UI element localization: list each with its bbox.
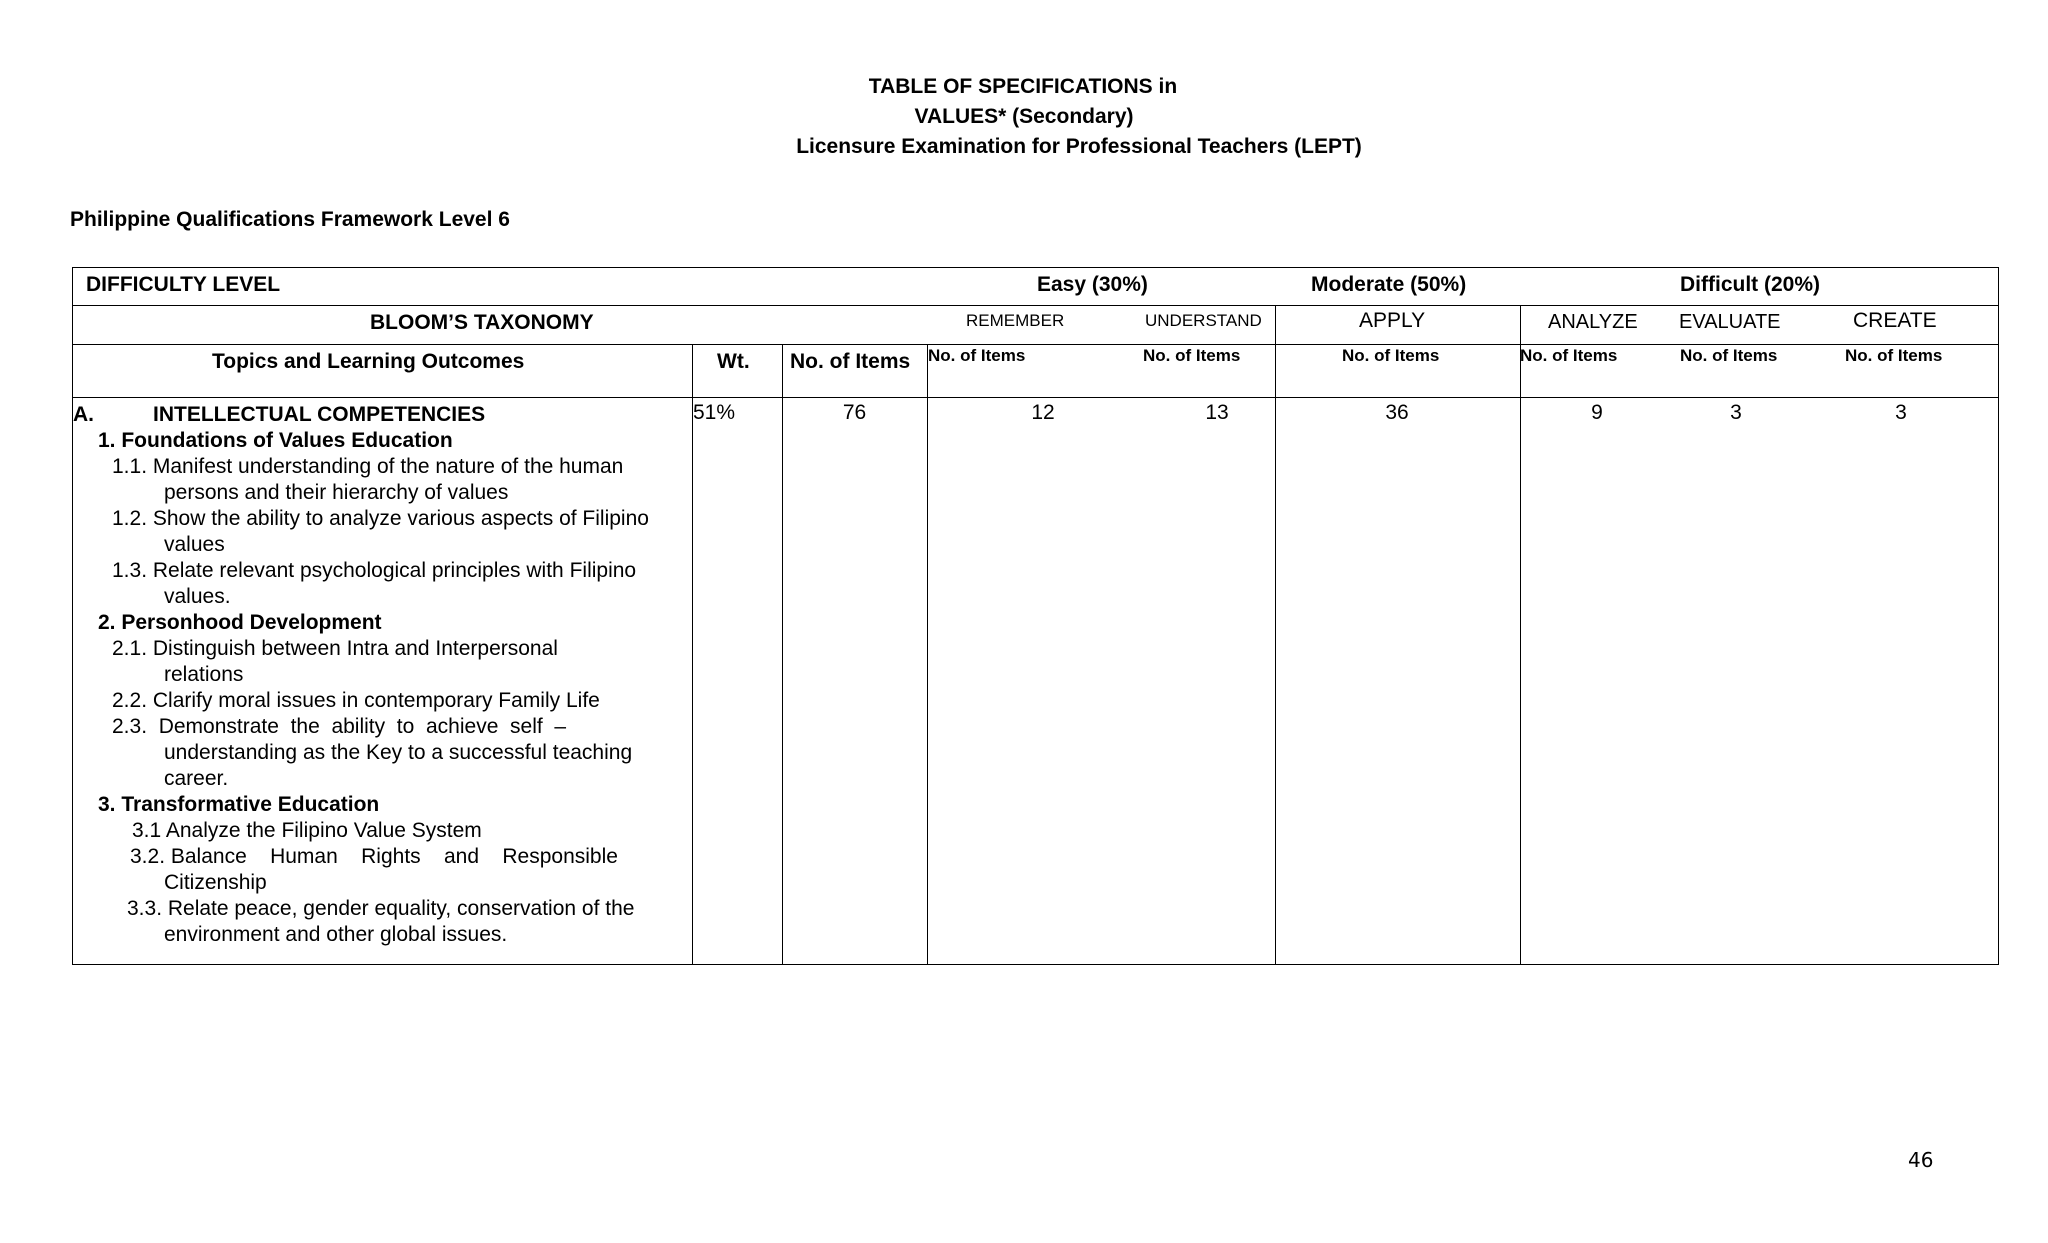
learning-outcome: 2.1. Distinguish between Intra and Interpersonal bbox=[112, 637, 558, 660]
easy-label: Easy (30%) bbox=[1037, 273, 1148, 296]
learning-outcome-continued: Citizenship bbox=[164, 871, 267, 894]
analyze-items-header: No. of Items bbox=[1520, 346, 1618, 365]
apply-items-value: 36 bbox=[1385, 401, 1409, 424]
learning-outcome-continued: career. bbox=[164, 767, 229, 790]
column-divider bbox=[927, 344, 928, 964]
weight-value: 51% bbox=[693, 401, 736, 424]
section-title: INTELLECTUAL COMPETENCIES bbox=[153, 403, 486, 426]
learning-outcome: 1.2. Show the ability to analyze various aspects of Filipino bbox=[112, 507, 649, 530]
title-line-2: VALUES* (Secondary) bbox=[914, 105, 1134, 128]
row-divider bbox=[73, 344, 1998, 345]
learning-outcome-continued: environment and other global issues. bbox=[164, 923, 508, 946]
create-label: CREATE bbox=[1853, 309, 1937, 332]
remember-items-header: No. of Items bbox=[928, 346, 1026, 365]
topics-list bbox=[73, 402, 693, 948]
analyze-items-value: 9 bbox=[1591, 401, 1603, 424]
blooms-taxonomy-label: BLOOM’S TAXONOMY bbox=[370, 311, 594, 334]
page-number: 46 bbox=[1908, 1148, 1934, 1172]
apply-label: APPLY bbox=[1359, 309, 1426, 332]
moderate-label: Moderate (50%) bbox=[1311, 273, 1467, 296]
column-divider bbox=[782, 344, 783, 964]
learning-outcome: 1.3. Relate relevant psychological principles with Filipino bbox=[112, 559, 637, 582]
learning-outcome-continued: persons and their hierarchy of values bbox=[164, 481, 509, 504]
framework-label: Philippine Qualifications Framework Level 6 bbox=[70, 208, 510, 231]
remember-items-value: 12 bbox=[1031, 401, 1055, 424]
learning-outcome-continued: values. bbox=[164, 585, 231, 608]
specification-table bbox=[72, 267, 1999, 965]
evaluate-items-header: No. of Items bbox=[1680, 346, 1778, 365]
total-items-value: 76 bbox=[842, 401, 867, 424]
difficult-label: Difficult (20%) bbox=[1680, 273, 1821, 296]
learning-outcome: 3.2. Balance Human Rights and Responsible bbox=[130, 845, 618, 868]
learning-outcome-continued: understanding as the Key to a successful teaching bbox=[164, 741, 633, 764]
learning-outcome-continued: values bbox=[164, 533, 225, 556]
apply-items-header: No. of Items bbox=[1342, 346, 1440, 365]
learning-outcome: 2.3. Demonstrate the ability to achieve self – bbox=[112, 715, 567, 738]
learning-outcome: 3.3. Relate peace, gender equality, conservation of the bbox=[127, 897, 635, 920]
create-items-header: No. of Items bbox=[1845, 346, 1943, 365]
title-line-3: Licensure Examination for Professional Teachers (LEPT) bbox=[796, 135, 1362, 158]
analyze-label: ANALYZE bbox=[1548, 311, 1638, 333]
topic-heading: 3. Transformative Education bbox=[98, 793, 380, 816]
section-heading bbox=[73, 402, 693, 428]
learning-outcome: 2.2. Clarify moral issues in contemporary Family Life bbox=[112, 689, 600, 712]
evaluate-items-value: 3 bbox=[1730, 401, 1742, 424]
learning-outcome: 1.1. Manifest understanding of the nature of the human bbox=[112, 455, 624, 478]
document-title bbox=[0, 72, 2048, 162]
understand-items-value: 13 bbox=[1205, 401, 1229, 424]
row-divider bbox=[73, 305, 1998, 306]
topic-heading: 1. Foundations of Values Education bbox=[98, 429, 453, 452]
items-column-header: No. of Items bbox=[790, 350, 911, 373]
title-line-1: TABLE OF SPECIFICATIONS in bbox=[868, 75, 1178, 98]
column-divider bbox=[1520, 305, 1521, 964]
learning-outcome: 3.1 Analyze the Filipino Value System bbox=[132, 819, 482, 842]
column-divider bbox=[1275, 305, 1276, 964]
learning-outcome-continued: relations bbox=[164, 663, 244, 686]
difficulty-level-label: DIFFICULTY LEVEL bbox=[86, 273, 281, 296]
topic-heading: 2. Personhood Development bbox=[98, 611, 382, 634]
topics-column-header: Topics and Learning Outcomes bbox=[212, 350, 525, 373]
understand-label: UNDERSTAND bbox=[1145, 311, 1262, 330]
understand-items-header: No. of Items bbox=[1143, 346, 1241, 365]
row-divider bbox=[73, 397, 1998, 398]
weight-column-header: Wt. bbox=[717, 350, 750, 373]
create-items-value: 3 bbox=[1895, 401, 1907, 424]
remember-label: REMEMBER bbox=[966, 311, 1065, 330]
evaluate-label: EVALUATE bbox=[1679, 311, 1781, 333]
section-letter: A. bbox=[73, 403, 94, 426]
